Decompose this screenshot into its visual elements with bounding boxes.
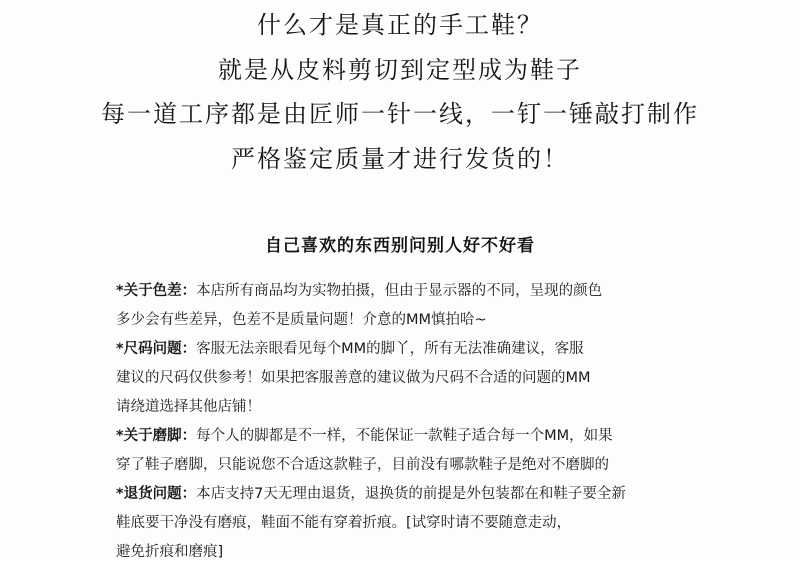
note-rub-line-2: 穿了鞋子磨脚，只能说您不合适这款鞋子，目前没有哪款鞋子是绝对不磨脚的 xyxy=(116,457,609,473)
notes-section xyxy=(116,277,776,567)
note-size-line-1 xyxy=(116,335,776,364)
note-rub-text-1: 每个人的脚都是不一样，不能保证一款鞋子适合每一个MM，如果 xyxy=(196,428,613,444)
note-returns-label: *退货问题： xyxy=(116,486,197,502)
note-size-label: *尺码问题： xyxy=(116,341,197,357)
note-returns-line-2: 鞋底要干净没有磨痕，鞋面不能有穿着折痕。[试穿时请不要随意走动， xyxy=(116,515,572,531)
note-color-label: *关于色差： xyxy=(116,283,197,299)
note-returns-line-3: 避免折痕和磨痕] xyxy=(116,544,224,560)
note-color-line-1 xyxy=(116,277,776,306)
note-size-line-3: 请绕道选择其他店铺！ xyxy=(116,399,261,415)
note-rub-label: *关于磨脚： xyxy=(116,428,197,444)
note-returns-line-1 xyxy=(116,480,776,509)
subtitle: 自己喜欢的东西别问别人好不好看 xyxy=(265,236,535,256)
headline-2: 就是从皮料剪切到定型成为鞋子 xyxy=(218,56,582,84)
headline-4: 严格鉴定质量才进行发货的！ xyxy=(231,145,569,173)
note-size-line-2: 建议的尺码仅供参考！如果把客服善意的建议做为尺码不合适的问题的MM xyxy=(116,370,591,386)
note-color-text-1: 本店所有商品均为实物拍摄，但由于显示器的不同，呈现的颜色 xyxy=(196,283,603,299)
note-size-text-1: 客服无法亲眼看见每个MM的脚丫，所有无法准确建议，客服 xyxy=(196,341,584,357)
headline-1: 什么才是真正的手工鞋？ xyxy=(257,11,543,39)
note-color-line-2: 多少会有些差异，色差不是质量问题！介意的MM慎拍哈~ xyxy=(116,312,487,328)
note-returns-text-1: 本店支持7天无理由退货，退换货的前提是外包装都在和鞋子要全新 xyxy=(196,486,626,502)
note-rub-line-1 xyxy=(116,422,776,451)
headline-3: 每一道工序都是由匠师一针一线，一钉一锤敲打制作 xyxy=(101,100,699,128)
